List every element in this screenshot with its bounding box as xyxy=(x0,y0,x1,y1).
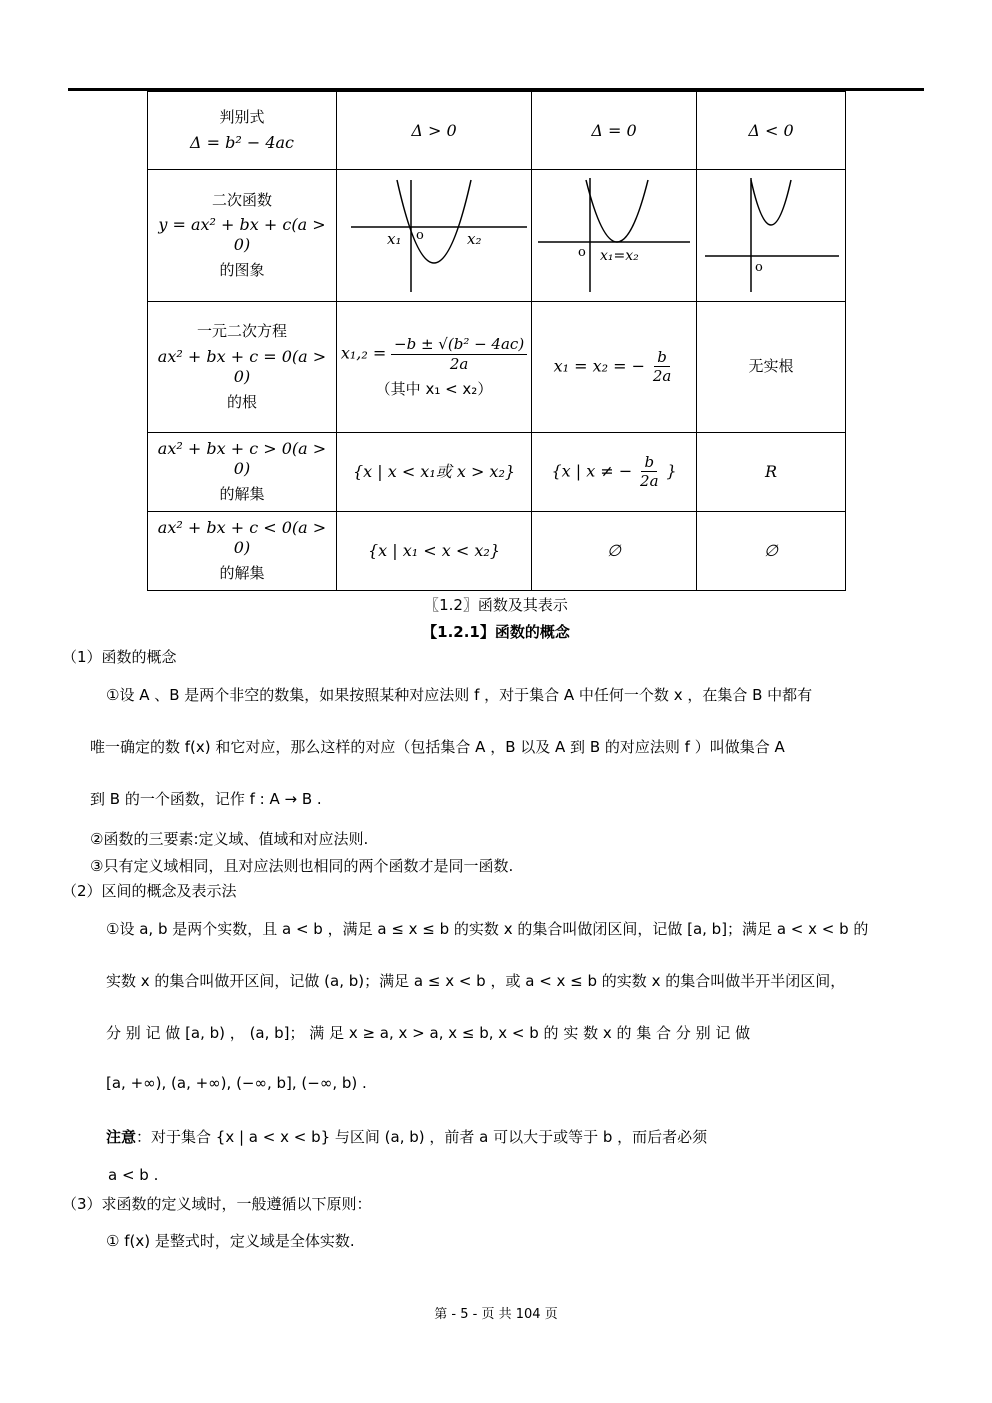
parabola-one-root-graph xyxy=(534,170,694,296)
cell-double-root: x₁ = x₂ = − $\frac{b}{2a}$ xyxy=(532,301,697,432)
paragraph: a < b . xyxy=(108,1166,159,1184)
double-root-fraction: $\frac{b}{2a}$ xyxy=(652,347,672,386)
svg-text:x₁=x₂: x₁=x₂ xyxy=(600,248,639,264)
cell-delta-neg: Δ < 0 xyxy=(697,92,846,170)
cell-lt-no-root: ∅ xyxy=(697,511,846,590)
cell-graph-two-roots xyxy=(337,170,532,302)
cell-gt-one-root: {x | x ≠ − $\frac{b}{2a}$ } xyxy=(532,432,697,511)
cell-label: 二次函数 y = ax² + bx + c(a > 0) 的图象 xyxy=(148,170,337,302)
note-paragraph: 注意：对于集合 {x | a < x < b} 与区间 (a, b) ，前者 a 可以大于或等于 b ，而后者必须 xyxy=(106,1128,708,1146)
note-label: 注意 xyxy=(106,1128,137,1146)
table-row-discriminant xyxy=(148,92,846,170)
subsection-heading: 【1.2.1】函数的概念 xyxy=(422,623,570,641)
table-row-less xyxy=(148,511,846,590)
parabola-no-root-graph xyxy=(699,170,843,296)
page-footer: 第 - 5 - 页 共 104 页 xyxy=(434,1307,558,1322)
paragraph: ②函数的三要素:定义域、值域和对应法则. xyxy=(90,830,369,848)
cell-no-real-root: 无实根 xyxy=(697,301,846,432)
section-heading: 〖1.2〗函数及其表示 xyxy=(424,596,568,614)
cell-label: ax² + bx + c > 0(a > 0) 的解集 xyxy=(148,432,337,511)
cell-gt-two-roots: {x | x < x₁或 x > x₂} xyxy=(337,432,532,511)
cell-lt-two-roots: {x | x₁ < x < x₂} xyxy=(337,511,532,590)
cell-graph-one-root xyxy=(532,170,697,302)
cell-gt-no-root: R xyxy=(697,432,846,511)
cell-label: 判别式 Δ = b² − 4ac xyxy=(148,92,337,170)
svg-text:x₂: x₂ xyxy=(467,230,482,248)
quadratic-formula-fraction: $\frac{\text{−b ± √(b² − 4ac)}}{2a}$ xyxy=(391,335,527,374)
svg-text:o: o xyxy=(578,245,586,260)
cell-label: 一元二次方程 ax² + bx + c = 0(a > 0) 的根 xyxy=(148,301,337,432)
paragraph: 到 B 的一个函数，记作 f : A → B . xyxy=(90,790,322,808)
svg-text:o: o xyxy=(755,260,763,275)
gt-fraction: $\frac{b}{2a}$ xyxy=(640,452,659,491)
svg-text:x₁: x₁ xyxy=(387,230,402,248)
section-title: （1）函数的概念 xyxy=(62,648,177,666)
cell-graph-no-root xyxy=(697,170,846,302)
paragraph: 唯一确定的数 f(x) 和它对应，那么这样的对应（包括集合 A ，B 以及 A 到 B 的对应法则 f ）叫做集合 A xyxy=(90,738,785,756)
cell-label: ax² + bx + c < 0(a > 0) 的解集 xyxy=(148,511,337,590)
table-row-graph xyxy=(148,170,846,302)
quadratic-table xyxy=(147,91,846,591)
section-title: （3）求函数的定义域时，一般遵循以下原则： xyxy=(62,1195,372,1213)
paragraph: 实数 x 的集合叫做开区间，记做 (a, b)；满足 a ≤ x < b ，或 a < x ≤ b 的实数 x 的集合叫做半开半闭区间， xyxy=(106,972,846,990)
table-row-greater xyxy=(148,432,846,511)
cell-lt-one-root: ∅ xyxy=(532,511,697,590)
parabola-two-roots-graph xyxy=(339,170,529,296)
paragraph: [a, +∞), (a, +∞), (−∞, b], (−∞, b) . xyxy=(106,1074,367,1092)
paragraph: ①设 a, b 是两个实数，且 a < b ，满足 a ≤ x ≤ b 的实数 x 的集合叫做闭区间，记做 [a, b]；满足 a < x < b 的 xyxy=(106,920,869,938)
cell-delta-pos: Δ > 0 xyxy=(337,92,532,170)
cell-roots-formula: x₁,₂ = $\frac{\text{−b ± √(b² − 4ac)}}{2a}$ （其中 x₁ < x₂） xyxy=(337,301,532,432)
paragraph: ③只有定义域相同，且对应法则也相同的两个函数才是同一函数. xyxy=(90,857,514,875)
paragraph: ①设 A 、B 是两个非空的数集，如果按照某种对应法则 f ，对于集合 A 中任何一个数 x ，在集合 B 中都有 xyxy=(106,686,813,704)
paragraph: 分 别 记 做 [a, b) ， (a, b]； 满 足 x ≥ a, x > a, x ≤ b, x < b 的 实 数 x 的 集 合 分 别 记 做 xyxy=(106,1024,751,1042)
cell-delta-zero: Δ = 0 xyxy=(532,92,697,170)
paragraph: ① f(x) 是整式时，定义域是全体实数. xyxy=(106,1232,355,1250)
svg-text:o: o xyxy=(416,228,424,243)
table-row-roots xyxy=(148,301,846,432)
section-title: （2）区间的概念及表示法 xyxy=(62,882,237,900)
